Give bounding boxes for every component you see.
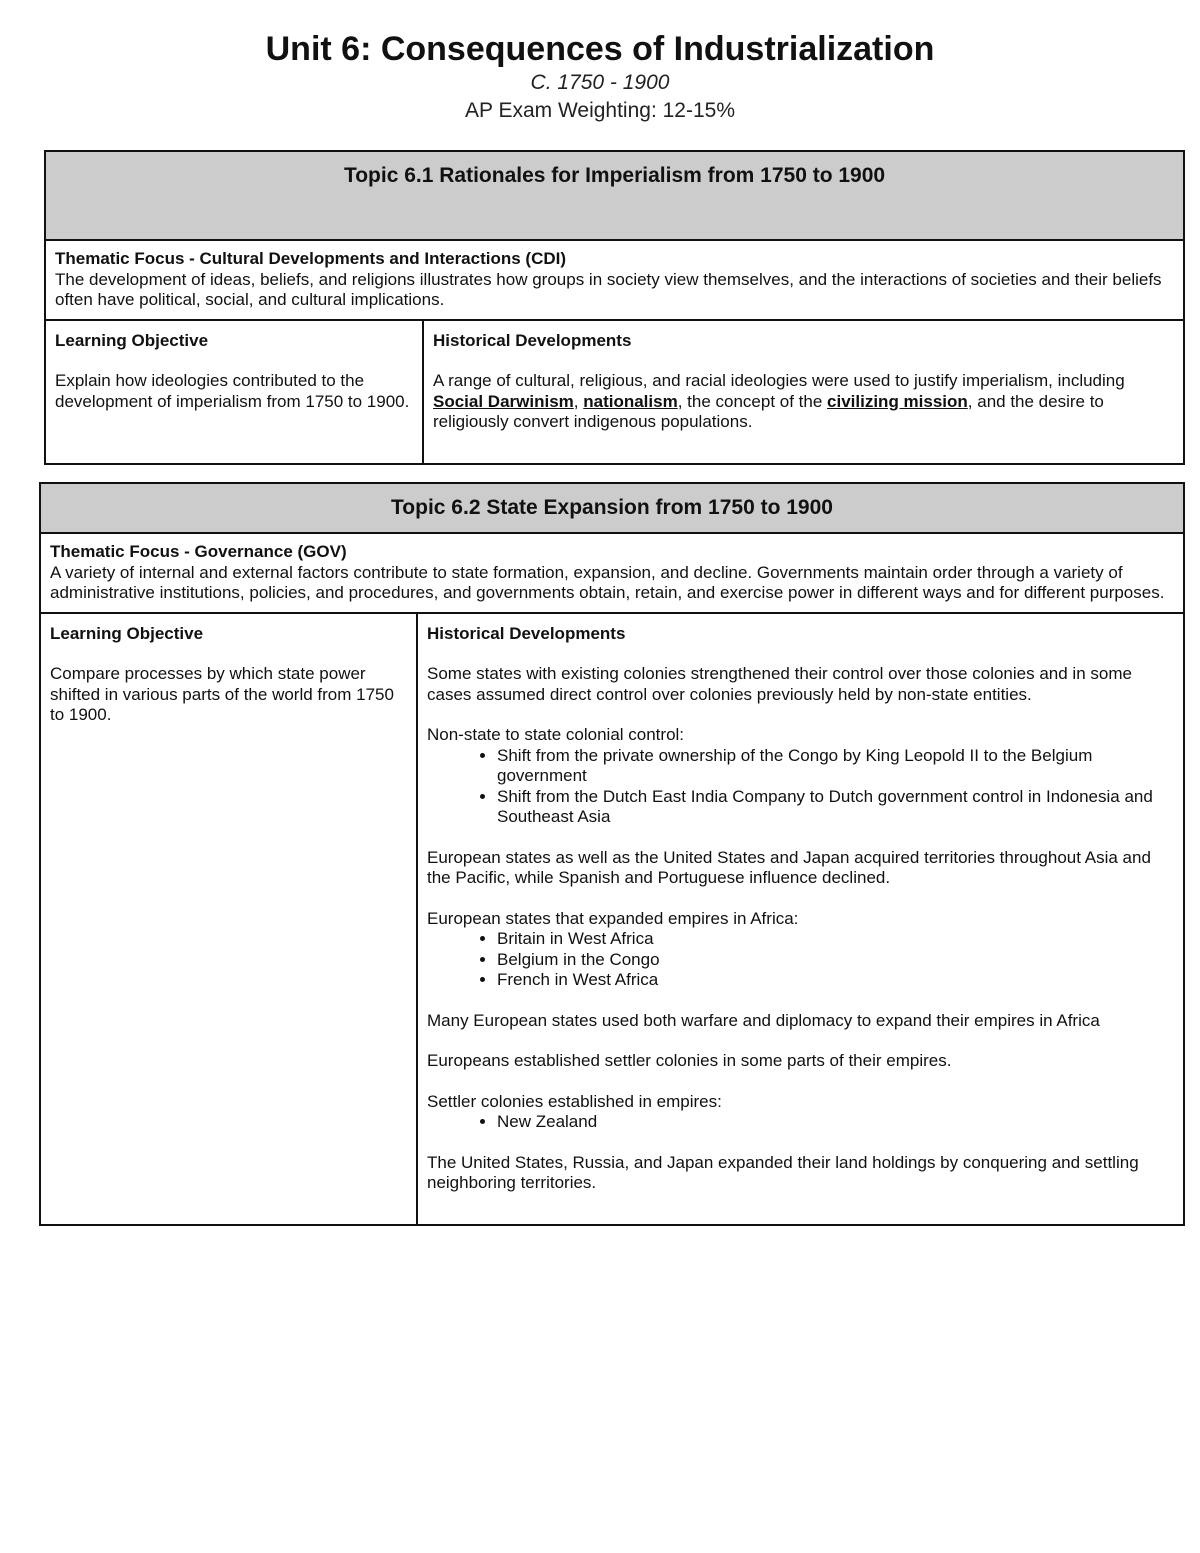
- hd-paragraph-8: The United States, Russia, and Japan expanded their land holdings by conquering and settling neighboring territories.: [427, 1152, 1139, 1192]
- hd-text-part1: A range of cultural, religious, and racial ideologies were used to justify imperialism, including: [433, 371, 1125, 390]
- topic-6-1-heading: [45, 151, 1184, 240]
- thematic-focus-text: A variety of internal and external factors contribute to state formation, expansion, and decline. Governments maintain order through a variety of administrative institutions, policies, and procedures, and governments obtain, retain, and exercise power in different ways and for different purposes.: [50, 562, 1165, 602]
- unit-dates: C. 1750 - 1900: [530, 71, 670, 94]
- page-header: [0, 28, 1200, 126]
- hd-paragraph-7: Settler colonies established in empires:: [427, 1091, 722, 1111]
- learning-objective-title: Learning Objective: [55, 330, 209, 350]
- topic-6-2-learning-objective: [40, 613, 417, 1225]
- hd-paragraph-6: Europeans established settler colonies in some parts of their empires.: [427, 1051, 952, 1070]
- unit-title: Unit 6: Consequences of Industrialization: [265, 30, 935, 68]
- thematic-focus-title: Thematic Focus - Governance (GOV): [50, 542, 347, 561]
- topic-6-2-thematic-focus: [40, 533, 1184, 613]
- learning-objective-text: Explain how ideologies contributed to the development of imperialism from 1750 to 1900.: [55, 371, 410, 411]
- list-item: • Belgium in the Congo: [497, 950, 1174, 971]
- hd-paragraph-5: Many European states used both warfare and diplomacy to expand their empires in Africa: [427, 1010, 1100, 1030]
- topic-6-2-heading-text: Topic 6.2 State Expansion from 1750 to 1900: [391, 496, 833, 519]
- historical-developments-title: Historical Developments: [433, 330, 632, 350]
- list-item: • Shift from the Dutch East India Company to Dutch government control in Indonesia and Southeast Asia: [497, 787, 1174, 828]
- hd-sep: ,: [573, 391, 584, 411]
- thematic-focus-text: The development of ideas, beliefs, and religions illustrates how groups in society view themselves, and the interactions of societies and their beliefs often have political, social, and cultural implications.: [55, 269, 1162, 309]
- list-item: • New Zealand: [497, 1112, 1174, 1133]
- topic-6-2-historical-developments: [417, 613, 1184, 1225]
- africa-empires-list: [427, 929, 1174, 991]
- term-social-darwinism: Social Darwinism: [433, 391, 574, 411]
- topic-6-2-table: [39, 482, 1185, 1226]
- exam-weighting: AP Exam Weighting: 12-15%: [464, 99, 736, 122]
- hd-paragraph-1: Some states with existing colonies strengthened their control over those colonies and in some cases assumed direct control over colonies previously held by non-state entities.: [427, 664, 1132, 704]
- thematic-focus-title: Thematic Focus - Cultural Developments and Interactions (CDI): [55, 249, 567, 268]
- list-item: • French in West Africa: [497, 970, 1174, 991]
- term-civilizing-mission: civilizing mission: [827, 391, 968, 411]
- topic-6-2-heading: [40, 483, 1184, 533]
- topic-6-1-historical-developments: [423, 320, 1184, 464]
- hd-text-part3: , and the desire to religiously convert indigenous populations.: [433, 391, 1104, 431]
- learning-objective-text: Compare processes by which state power shifted in various parts of the world from 1750 to 1900.: [50, 664, 394, 724]
- non-state-control-list: [427, 746, 1174, 828]
- historical-developments-title: Historical Developments: [427, 623, 626, 643]
- learning-objective-title: Learning Objective: [50, 623, 204, 643]
- topic-6-1-table: [44, 150, 1185, 465]
- list-item: • Britain in West Africa: [497, 929, 1174, 950]
- hd-paragraph-2: Non-state to state colonial control:: [427, 725, 685, 744]
- hd-text-part2: , the concept of the: [677, 391, 828, 411]
- topic-6-1-heading-text: Topic 6.1 Rationales for Imperialism from 1750 to 1900: [343, 164, 886, 187]
- list-item: • Shift from the private ownership of the Congo by King Leopold II to the Belgium government: [497, 746, 1174, 787]
- topic-6-1-learning-objective: [45, 320, 423, 464]
- topic-6-1-thematic-focus: [45, 240, 1184, 320]
- hd-paragraph-3: European states as well as the United States and Japan acquired territories throughout Asia and the Pacific, while Spanish and Portuguese influence declined.: [427, 847, 1151, 887]
- hd-paragraph-4: European states that expanded empires in Africa:: [427, 908, 799, 928]
- term-nationalism: nationalism: [583, 391, 678, 411]
- settler-colonies-list: [427, 1112, 1174, 1133]
